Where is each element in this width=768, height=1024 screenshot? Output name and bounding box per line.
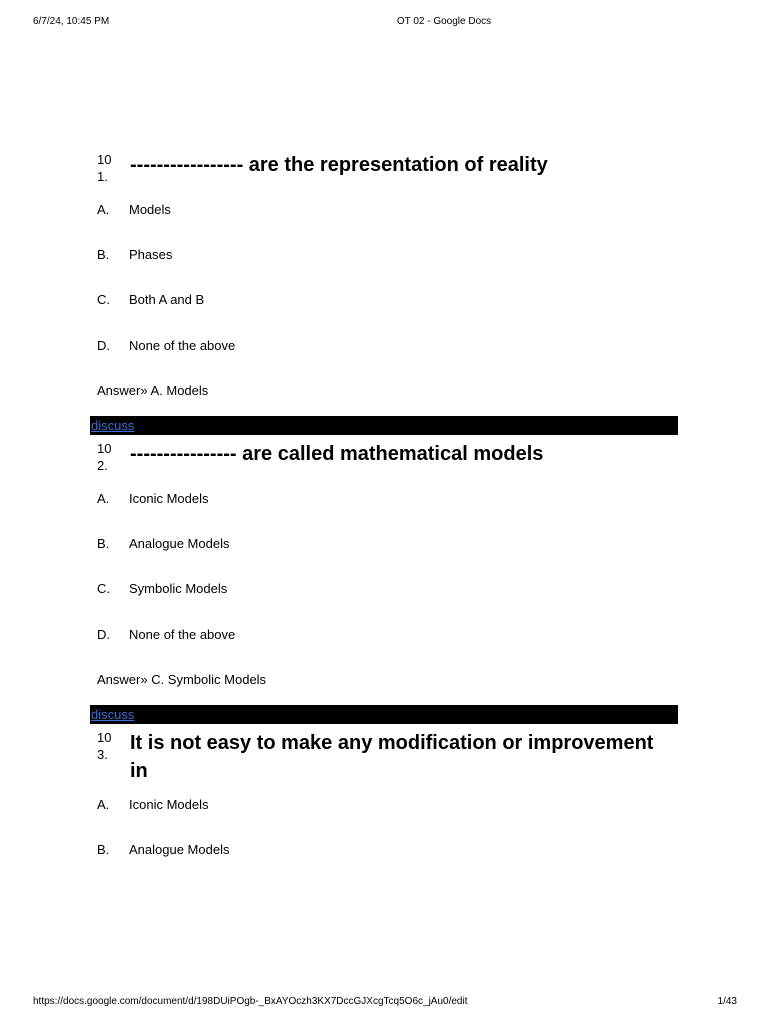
option-text: Iconic Models	[129, 797, 209, 812]
option-text: Both A and B	[129, 292, 205, 307]
option-letter: B.	[97, 536, 110, 551]
discuss-bar	[90, 705, 678, 724]
option-letter: C.	[97, 581, 110, 596]
answer-text: Answer» C. Symbolic Models	[97, 672, 267, 687]
print-datetime: 6/7/24, 10:45 PM	[33, 16, 110, 27]
print-header	[0, 16, 768, 30]
option-letter: A.	[97, 202, 110, 217]
option-text: Analogue Models	[129, 842, 230, 857]
option-text: Phases	[129, 247, 173, 262]
option-text: Analogue Models	[129, 536, 230, 551]
option-letter: D.	[97, 627, 110, 642]
question-text: ---------------- are called mathematical models	[130, 443, 544, 465]
option-text: Symbolic Models	[129, 581, 228, 596]
question-number: 10 2.	[97, 441, 112, 473]
question-number: 10 1.	[97, 152, 112, 184]
option-text: None of the above	[129, 627, 236, 642]
document-title: OT 02 - Google Docs	[396, 16, 492, 27]
print-footer	[0, 996, 768, 1010]
option-letter: B.	[97, 247, 110, 262]
option-letter: A.	[97, 797, 110, 812]
discuss-link[interactable]: discuss	[91, 707, 135, 722]
option-text: None of the above	[129, 338, 236, 353]
option-letter: C.	[97, 292, 110, 307]
option-letter: A.	[97, 491, 110, 506]
question-text: ----------------- are the representation of reality	[130, 154, 548, 176]
discuss-bar	[90, 416, 678, 435]
option-letter: B.	[97, 842, 110, 857]
option-letter: D.	[97, 338, 110, 353]
page-number: 1/43	[717, 996, 737, 1007]
question-number: 10 3.	[97, 730, 112, 762]
option-text: Models	[129, 202, 171, 217]
document-url: https://docs.google.com/document/d/198DUiPOgb-_BxAYOczh3KX7DccGJXcgTcq5O6c_jAu0/edit	[33, 996, 468, 1007]
answer-text: Answer» A. Models	[97, 383, 209, 398]
question-text: It is not easy to make any modification or improvement in	[130, 732, 654, 782]
discuss-link[interactable]: discuss	[91, 418, 135, 433]
option-text: Iconic Models	[129, 491, 209, 506]
